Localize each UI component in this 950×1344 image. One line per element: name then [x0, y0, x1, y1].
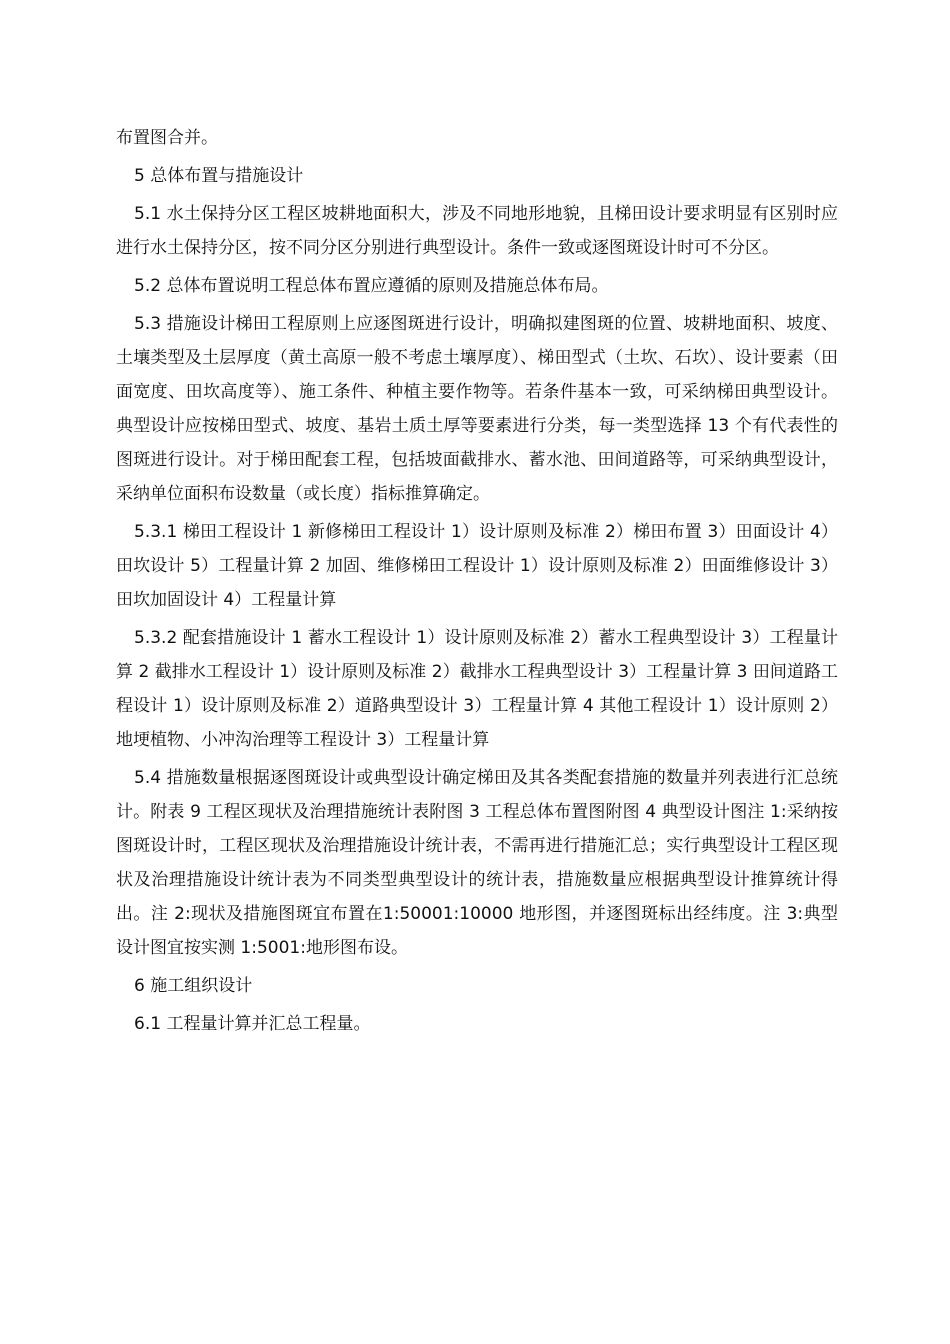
paragraph-5-4: 5.4 措施数量根据逐图斑设计或典型设计确定梯田及其各类配套措施的数量并列表进行汇总统计。附表 9 工程区现状及治理措施统计表附图 3 工程总体布置图附图 4 典型设计图注 1:采纳按图斑设计时，工程区现状及治理措施设计统计表，不需再进行措施汇总；实行典型设计工程区现状及治理措施设计统计表为不同类型典型设计的统计表，措施数量应根据典型设计推算统计得出。注 2:现状及措施图斑宜布置在1:50001:10000 地形图，并逐图斑标出经纬度。注 3:典型设计图宜按实测 1:5001:地形图布设。	[116, 768, 838, 958]
paragraph-continuation: 布置图合并。	[116, 128, 218, 148]
paragraph-5-2: 5.2 总体布置说明工程总体布置应遵循的原则及措施总体布局。	[134, 276, 609, 296]
paragraph-5-3-2: 5.3.2 配套措施设计 1 蓄水工程设计 1）设计原则及标准 2）蓄水工程典型设计 3）工程量计算 2 截排水工程设计 1）设计原则及标准 2）截排水工程典型设计 3）工程量计算 3 田间道路工程设计 1）设计原则及标准 2）道路典型设计 3）工程量计算 4 其他工程设计 1）设计原则 2）地埂植物、小冲沟治理等工程设计 3）工程量计算	[116, 628, 838, 750]
paragraph-5-3-1: 5.3.1 梯田工程设计 1 新修梯田工程设计 1）设计原则及标准 2）梯田布置 3）田面设计 4）田坎设计 5）工程量计算 2 加固、维修梯田工程设计 1）设计原则及标准 2）田面维修设计 3）田坎加固设计 4）工程量计算	[116, 522, 838, 610]
top-margin	[0, 0, 950, 121]
paragraph-6-1: 6.1 工程量计算并汇总工程量。	[134, 1014, 371, 1034]
paragraph-5-3: 5.3 措施设计梯田工程原则上应逐图斑进行设计，明确拟建图斑的位置、坡耕地面积、坡度、土壤类型及土层厚度（黄土高原一般不考虑土壤厚度）、梯田型式（土坎、石坎）、设计要素（田面宽度、田坎高度等）、施工条件、种植主要作物等。若条件基本一致，可采纳梯田典型设计。典型设计应按梯田型式、坡度、基岩土质土厚等要素进行分类，每一类型选择 13 个有代表性的图斑进行设计。对于梯田配套工程，包括坡面截排水、蓄水池、田间道路等，可采纳典型设计，采纳单位面积布设数量（或长度）指标推算确定。	[116, 314, 838, 504]
section-heading-5: 5 总体布置与措施设计	[134, 166, 304, 186]
section-heading-6: 6 施工组织设计	[134, 976, 253, 996]
paragraph-5-1: 5.1 水土保持分区工程区坡耕地面积大，涉及不同地形地貌，且梯田设计要求明显有区别时应进行水土保持分区，按不同分区分别进行典型设计。条件一致或逐图斑设计时可不分区。	[116, 204, 838, 258]
